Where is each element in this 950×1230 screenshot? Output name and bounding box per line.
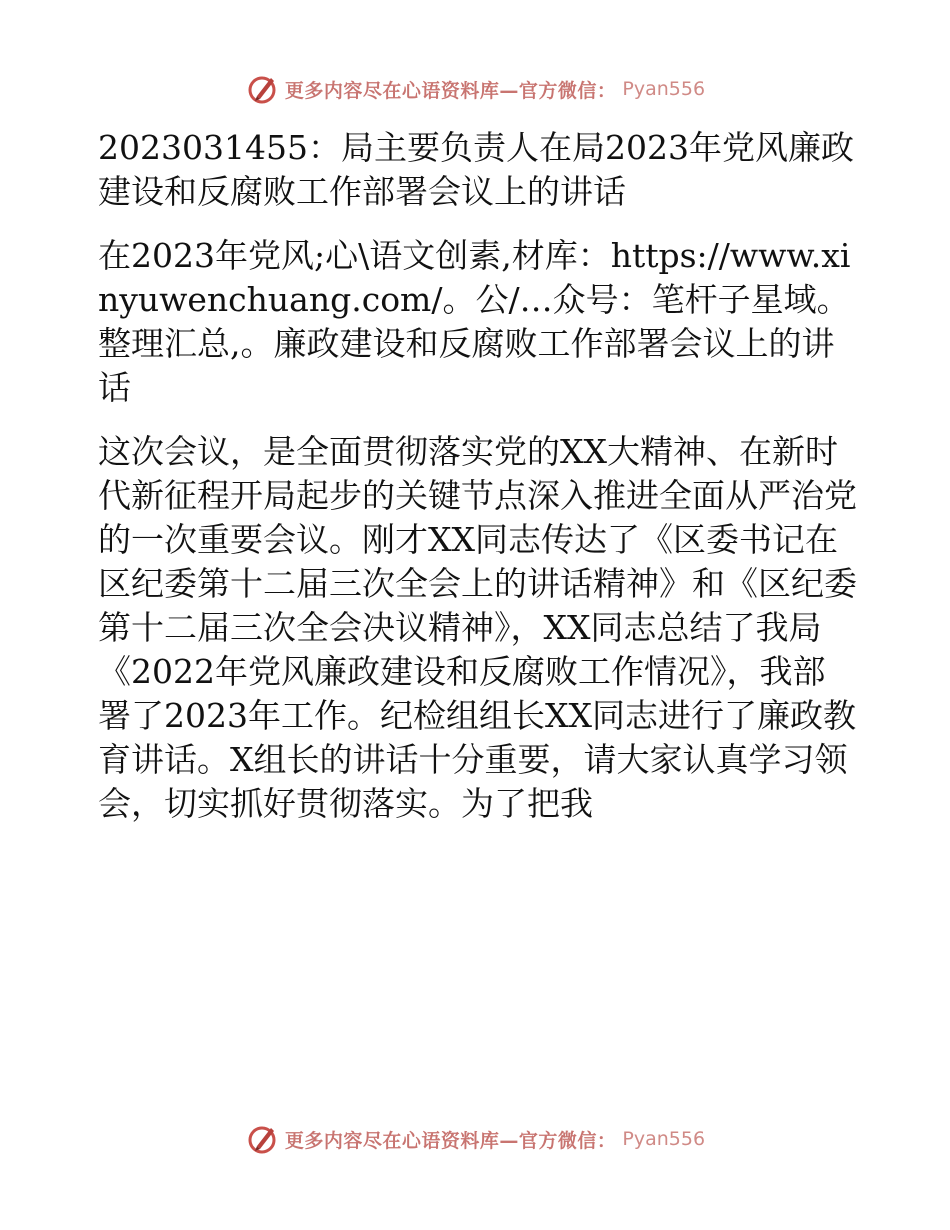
banner-wechat-id: Pyan556 [622, 1128, 706, 1150]
footer-watermark-banner [0, 1122, 950, 1156]
paragraph-intro: 在2023年党风;心\语文创素,材库：https://www.xinyuwenchuang.com/。公/…众号：笔杆子星域。整理汇总,。廉政建设和反腐败工作部署会议上的讲话 [98, 236, 851, 407]
banner-text: 更多内容尽在心语资料库—官方微信： [284, 1129, 617, 1152]
pen-ring-logo-icon [245, 1122, 279, 1156]
pen-ring-logo-icon [245, 72, 279, 106]
header-watermark-banner [0, 72, 950, 106]
paragraph-main: 这次会议，是全面贯彻落实党的XX大精神、在新时代新征程开局起步的关键节点深入推进全面从严治党的一次重要会议。刚才XX同志传达了《区委书记在区纪委第十二届三次全会上的讲话精神》和《区纪委第十二届三次全会决议精神》，XX同志总结了我局《2022年党风廉政建设和反腐败工作情况》，我部署了2023年工作。纪检组组长XX同志进行了廉政教育讲话。X组长的讲话十分重要，请大家认真学习领会，切实抓好贯彻落实。为了把我 [98, 432, 857, 823]
document-body [98, 126, 858, 826]
banner-wechat-id: Pyan556 [622, 78, 706, 100]
banner-text: 更多内容尽在心语资料库—官方微信： [284, 79, 617, 102]
document-title: 2023031455：局主要负责人在局2023年党风廉政建设和反腐败工作部署会议上的讲话 [98, 128, 854, 211]
